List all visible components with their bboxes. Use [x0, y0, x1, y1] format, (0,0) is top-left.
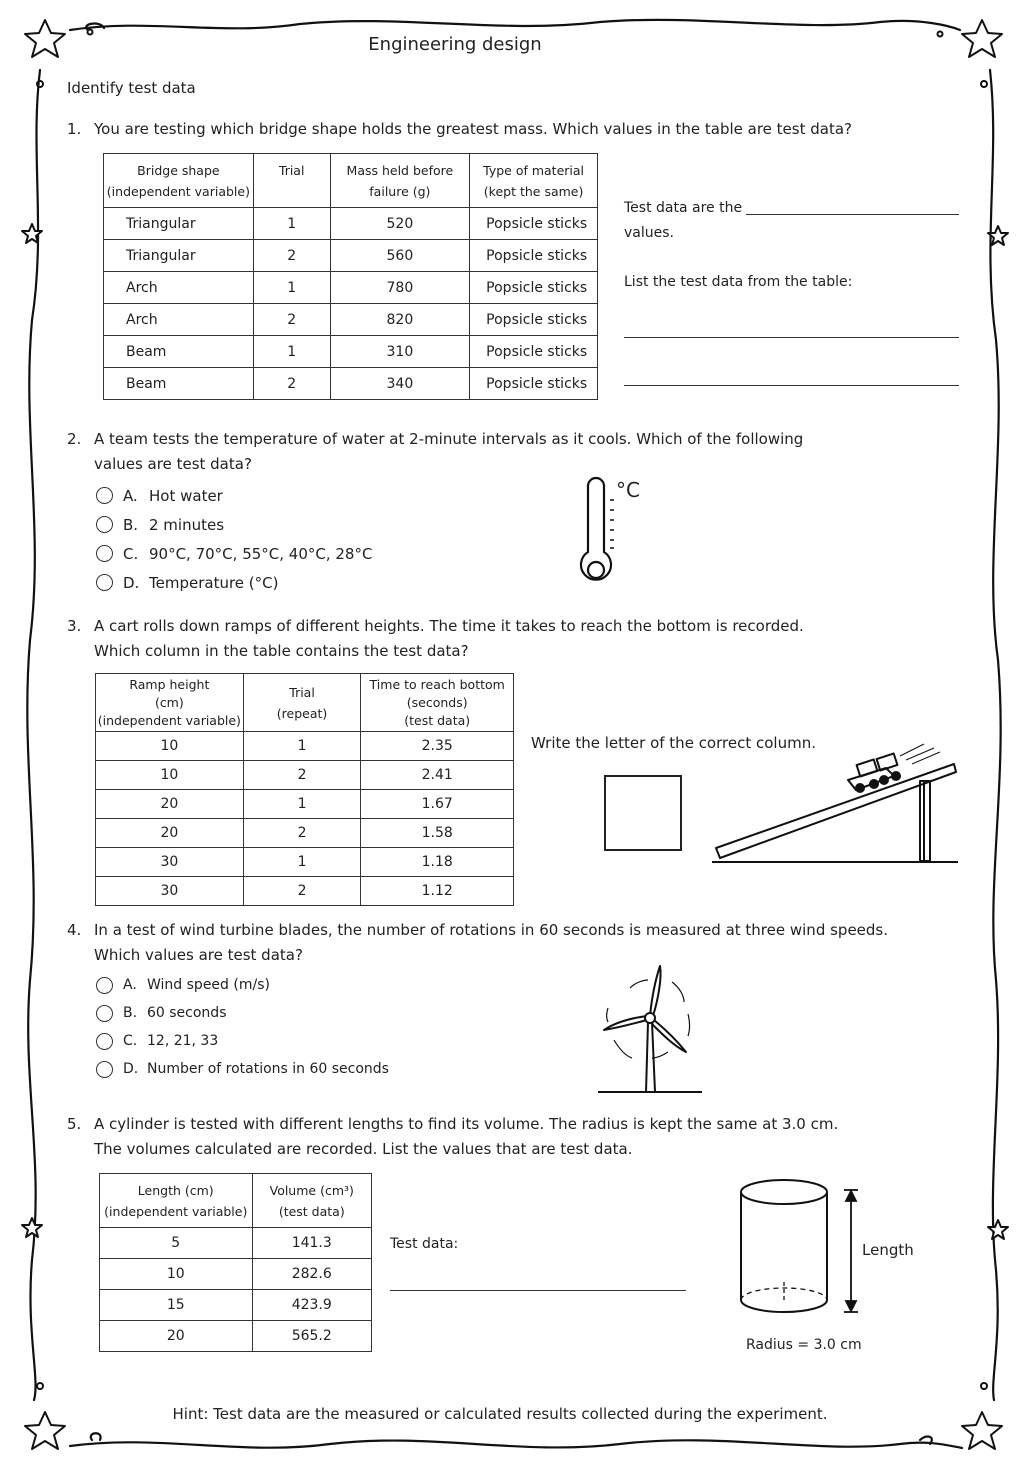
- table-row: 10 282.6: [100, 1259, 372, 1290]
- radio-circle-icon[interactable]: [96, 1005, 113, 1022]
- table-header: Length (cm) (independent variable): [100, 1174, 253, 1228]
- table-row: 10 1 2.35: [96, 732, 514, 761]
- table-row: Triangular 2 560 Popsicle sticks: [104, 240, 598, 272]
- table-header: Time to reach bottom (seconds) (test data): [361, 674, 514, 732]
- length-label: Length: [862, 1241, 914, 1259]
- table-header: Trial: [253, 154, 330, 208]
- question-5: [67, 1112, 947, 1162]
- prompt-test-data: Test data:: [390, 1236, 459, 1252]
- answer-line[interactable]: [746, 214, 959, 215]
- cylinder-table: [99, 1173, 372, 1352]
- table-row: 20 1 1.67: [96, 790, 514, 819]
- option-b[interactable]: B. 2 minutes: [96, 510, 372, 539]
- radius-label: Radius = 3.0 cm: [746, 1337, 862, 1353]
- wind-turbine-icon: [592, 960, 708, 1096]
- radio-circle-icon[interactable]: [96, 1033, 113, 1050]
- table-header: Mass held before failure (g): [330, 154, 470, 208]
- table-row: 20 565.2: [100, 1321, 372, 1352]
- hint-text: Hint: Test data are the measured or calculated results collected during the experiment.: [172, 1405, 828, 1423]
- ramp-cart-icon: [710, 736, 970, 866]
- section-subtitle: Identify test data: [67, 79, 196, 97]
- celsius-label: °C: [616, 478, 640, 502]
- answer-box[interactable]: [604, 775, 682, 851]
- table-row: 15 423.9: [100, 1290, 372, 1321]
- question-text: You are testing which bridge shape holds the greatest mass. Which values in the table are test data?: [94, 120, 852, 138]
- question-number: 4.: [67, 921, 82, 939]
- table-header: Volume (cm³) (test data): [252, 1174, 371, 1228]
- option-b[interactable]: B. 60 seconds: [96, 999, 389, 1027]
- question-text: A cart rolls down ramps of different heights. The time it takes to reach the bottom is recorded. Which column in the table contains the test data?: [94, 617, 804, 660]
- prompt-letter: Write the letter of the correct column.: [531, 734, 816, 752]
- question-number: 5.: [67, 1115, 82, 1133]
- table-row: Beam 1 310 Popsicle sticks: [104, 336, 598, 368]
- question-number: 3.: [67, 617, 82, 635]
- option-d[interactable]: D. Number of rotations in 60 seconds: [96, 1055, 389, 1083]
- question-text: In a test of wind turbine blades, the number of rotations in 60 seconds is measured at three wind speeds. Which values are test data?: [94, 921, 889, 964]
- ramp-table: [95, 673, 514, 906]
- prompt-values: values.: [624, 225, 674, 241]
- cylinder-icon: [734, 1174, 866, 1324]
- table-row: Beam 2 340 Popsicle sticks: [104, 368, 598, 400]
- prompt-list: List the test data from the table:: [624, 274, 853, 290]
- option-c[interactable]: C. 90°C, 70°C, 55°C, 40°C, 28°C: [96, 539, 372, 568]
- radio-circle-icon[interactable]: [96, 516, 113, 533]
- table-header: Bridge shape (independent variable): [104, 154, 254, 208]
- thermometer-icon: [570, 472, 620, 592]
- question-3: [67, 614, 827, 664]
- table-header: Type of material (kept the same): [470, 154, 598, 208]
- question-4: [67, 918, 947, 968]
- table-row: Arch 2 820 Popsicle sticks: [104, 304, 598, 336]
- table-header: Ramp height (cm) (independent variable): [96, 674, 244, 732]
- question-2: [67, 427, 827, 477]
- radio-circle-icon[interactable]: [96, 545, 113, 562]
- q2-options: [96, 481, 372, 597]
- bridge-table: [103, 153, 598, 400]
- question-number: 1.: [67, 120, 82, 138]
- table-row: 30 1 1.18: [96, 848, 514, 877]
- table-row: 30 2 1.12: [96, 877, 514, 906]
- question-1: [67, 117, 947, 142]
- q4-options: [96, 971, 389, 1083]
- option-d[interactable]: D. Temperature (°C): [96, 568, 372, 597]
- question-text: A cylinder is tested with different lengths to find its volume. The radius is kept the same at 3.0 cm. The volumes calculated are recorded. List the values that are test data.: [94, 1115, 839, 1158]
- option-a[interactable]: A. Hot water: [96, 481, 372, 510]
- table-row: 5 141.3: [100, 1228, 372, 1259]
- radio-circle-icon[interactable]: [96, 977, 113, 994]
- answer-line[interactable]: [390, 1290, 686, 1291]
- table-row: 20 2 1.58: [96, 819, 514, 848]
- answer-line[interactable]: [624, 385, 959, 386]
- answer-line[interactable]: [624, 337, 959, 338]
- table-row: 10 2 2.41: [96, 761, 514, 790]
- question-text: A team tests the temperature of water at 2-minute intervals as it cools. Which of the following values are test data?: [94, 430, 804, 473]
- table-row: Triangular 1 520 Popsicle sticks: [104, 208, 598, 240]
- radio-circle-icon[interactable]: [96, 487, 113, 504]
- table-header: Trial (repeat): [243, 674, 361, 732]
- question-number: 2.: [67, 430, 82, 448]
- table-row: Arch 1 780 Popsicle sticks: [104, 272, 598, 304]
- prompt-test-data: Test data are the: [624, 200, 743, 216]
- option-a[interactable]: A. Wind speed (m/s): [96, 971, 389, 999]
- option-c[interactable]: C. 12, 21, 33: [96, 1027, 389, 1055]
- radio-circle-icon[interactable]: [96, 574, 113, 591]
- page-title: Engineering design: [368, 34, 542, 55]
- radio-circle-icon[interactable]: [96, 1061, 113, 1078]
